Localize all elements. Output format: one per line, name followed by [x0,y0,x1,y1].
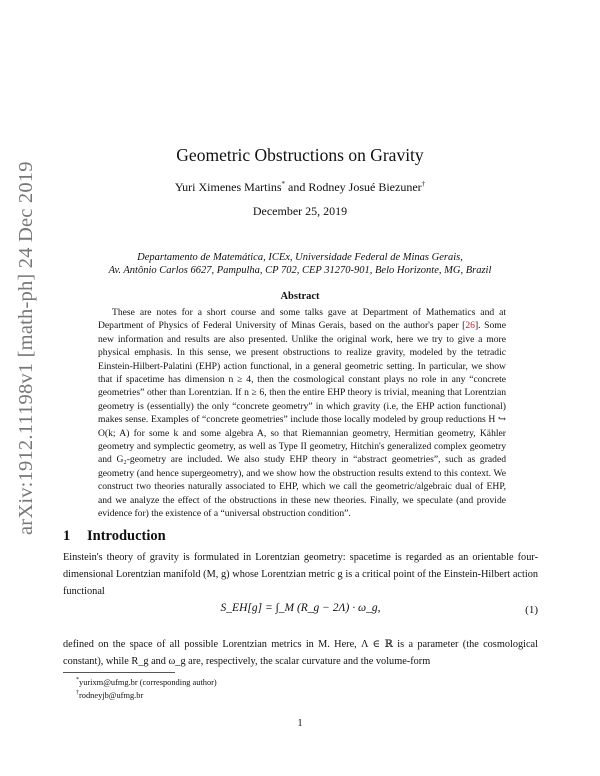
footnote-1-mark: * [76,677,79,683]
affiliation-line-1: Departamento de Matemática, ICEx, Universidade Federal de Minas Gerais, [137,252,463,263]
intro-text-2: defined on the space of all possible Lorentzian metrics in M. Here, Λ ∈ ℝ is a parameter (the cosmological constant), while R_g and ω_g are, respectively, the scalar curvature and the volume-form [63,639,538,667]
abstract-text-2: ]. Some new information and results are also presented. Unlike the original work, here we try to give a more physical emphasis. In this sense, we present obstructions to realize gravity, modeled by the tetradic Einstein-Hilbert-Palatini (EHP) action functional, in a general geometric setting. In particular, we show that if spacetime has dimension n ≥ 4, then the cosmological constant plays no role in any “concrete geometries” other than Lorentzian. If n ≥ 6, then the entire EHP theory is trivial, meaning that Lorentzian geometry is (essentially) the only “concrete geometry” in which gravity (i.e, the EHP action functional) makes sense. Examples of “concrete geometries” include those locally modeled by group reductions H ↪ O(k; A) for some k and some algebra A, so that Riemannian geometry, Hermitian geometry, Kähler geometry and symplectic geometry, as well as Type II geometry, Hitchin's generalized complex geometry and G₂-geometry are included. We also study EHP theory in “abstract geometries”, such as graded geometry (and hence supergeometry), and we show how the obstruction results extend to this context. We construct two theories naturally associated to EHP, which we call the geometric/algebraic dual of EHP, and we analyze the effect of the obstructions in these new theories. Finally, we speculate (and provide evidence for) the existence of a “universal obstruction condition”. [98,320,506,520]
affiliation-line-2: Av. Antônio Carlos 6627, Pampulha, CP 702, CEP 31270-901, Belo Horizonte, MG, Brazil [108,265,492,276]
page-number: 1 [297,718,303,729]
author-1: Yuri Ximenes Martins [174,180,282,194]
citation-link[interactable]: 26 [465,320,475,332]
intro-paragraph-1 [63,549,538,600]
footnotes [76,675,217,701]
equation-1 [63,596,538,626]
section-number: 1 [63,528,71,544]
author-1-footnote-mark: * [281,180,285,188]
footnote-rule [63,672,175,673]
section-heading [63,528,166,545]
footnote-1 [76,675,217,688]
footnote-2 [76,688,217,701]
intro-text-1: Einstein's theory of gravity is formulated in Lorentzian geometry: spacetime is regarded as an orientable four-dimensional Lorentzian manifold (M, g) whose Lorentzian metric g is a critical point of the Einstein-Hilbert action functional [63,552,538,597]
footnote-1-text: yurixm@ufmg.br (corresponding author) [79,677,217,687]
abstract-text-1: These are notes for a short course and some talks gave at Department of Mathematics and at Department of Physics of Federal University of Minas Gerais, based on the author's paper [ [98,307,506,332]
paper-title: Geometric Obstructions on Gravity [176,145,424,165]
abstract-heading: Abstract [280,291,320,302]
paper-date: December 25, 2019 [252,204,348,218]
author-2-footnote-mark: † [421,180,426,188]
footnote-2-mark: † [76,689,79,696]
section-title: Introduction [87,528,166,544]
intro-paragraph-2 [63,636,538,670]
authors [0,180,600,195]
author-2: and Rodney Josué Biezuner [285,180,422,194]
footnote-2-text: rodneyjb@ufmg.br [79,690,144,700]
abstract-body [98,306,506,521]
equation-body: S_EH[g] = ∫_M (R_g − 2Λ) · ω_g, [220,602,381,614]
arxiv-identifier: arXiv:1912.11198v1 [math-ph] 24 Dec 2019 [15,161,37,535]
equation-number: (1) [525,604,538,616]
